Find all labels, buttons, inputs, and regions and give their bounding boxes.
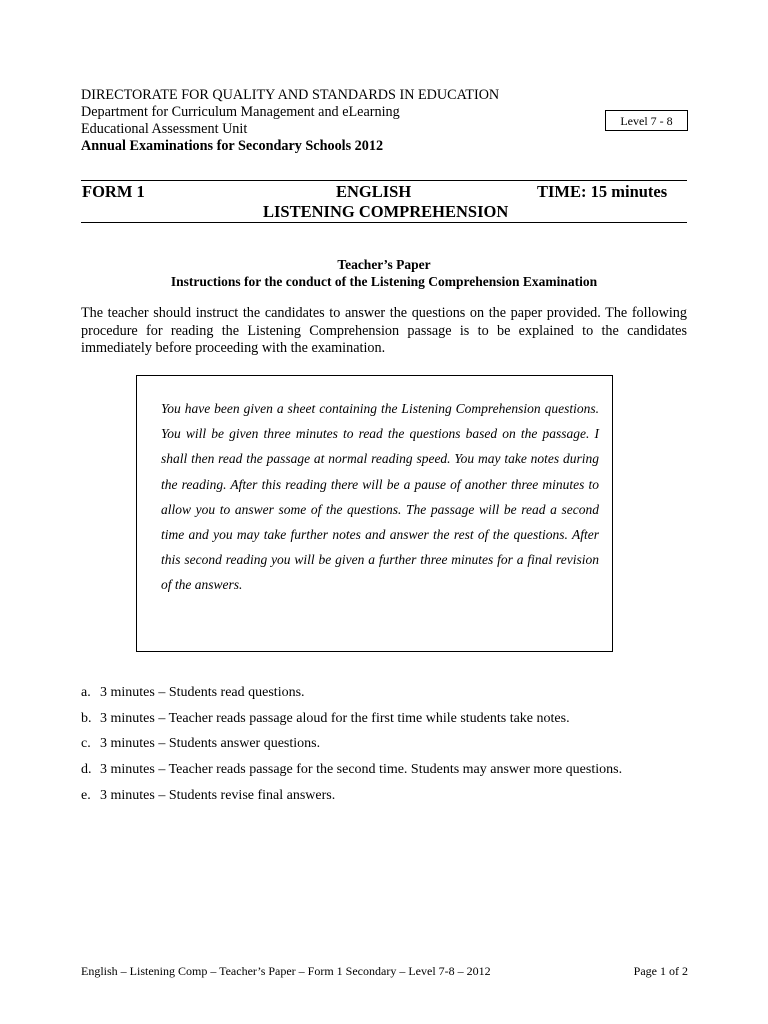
directorate-line: DIRECTORATE FOR QUALITY AND STANDARDS IN EDUCATION (81, 87, 500, 103)
exam-line: Annual Examinations for Secondary Schools 2012 (81, 138, 384, 154)
footer-description: English – Listening Comp – Teacher’s Paper – Form 1 Secondary – Level 7-8 – 2012 (81, 964, 491, 978)
list-item (81, 787, 701, 813)
list-marker: a. (81, 685, 91, 700)
list-item-text: 3 minutes – Teacher reads passage for the second time. Students may answer more questions. (100, 762, 623, 778)
list-item-text: 3 minutes – Students answer questions. (100, 736, 321, 752)
instruction-box (136, 375, 613, 652)
header-block (81, 87, 621, 155)
list-item-text: 3 minutes – Students revise final answers. (100, 787, 336, 803)
level-badge: Level 7 - 8 (605, 110, 688, 131)
step-list (81, 684, 701, 812)
page-number: Page 1 of 2 (633, 964, 688, 978)
list-marker: d. (81, 762, 92, 778)
list-marker: c. (81, 736, 91, 752)
unit-line: Educational Assessment Unit (81, 121, 248, 137)
list-marker: b. (81, 710, 92, 726)
instruction-text: You have been given a sheet containing the Listening Comprehension questions. You will be given three minutes to read the questions based on the passage. I shall then read the passage at normal reading speed. You may take notes during the reading. After this reading there will be a pause of another three minutes to allow you to answer some of the questions. The passage will be read a second time and you may take further notes and answer the rest of the questions. After this second reading you will be given a further three minutes for a final revision of the answers. (161, 401, 599, 593)
title-top-rule (81, 180, 687, 181)
intro-paragraph: The teacher should instruct the candidates to answer the questions on the paper provided. The following procedure for reading the Listening Comprehension passage is to be explained to the candidates immediately before proceeding with the examination. (81, 305, 687, 356)
list-marker: e. (81, 787, 91, 803)
form-title: FORM 1 (82, 182, 145, 201)
time-title: TIME: 15 minutes (537, 182, 668, 201)
section-subheading: Instructions for the conduct of the Listening Comprehension Examination (170, 274, 598, 289)
section-heading: Teacher’s Paper (337, 257, 431, 272)
paper-title: LISTENING COMPREHENSION (263, 202, 509, 221)
title-bottom-rule (81, 222, 687, 223)
subject-title: ENGLISH (336, 182, 412, 201)
list-item (81, 684, 701, 710)
list-item (81, 735, 701, 761)
list-item (81, 761, 701, 787)
list-item (81, 710, 701, 736)
department-line: Department for Curriculum Management and eLearning (81, 104, 400, 120)
list-item-text: 3 minutes – Teacher reads passage aloud for the first time while students take notes. (100, 710, 570, 726)
list-item-text: 3 minutes – Students read questions. (100, 685, 305, 700)
